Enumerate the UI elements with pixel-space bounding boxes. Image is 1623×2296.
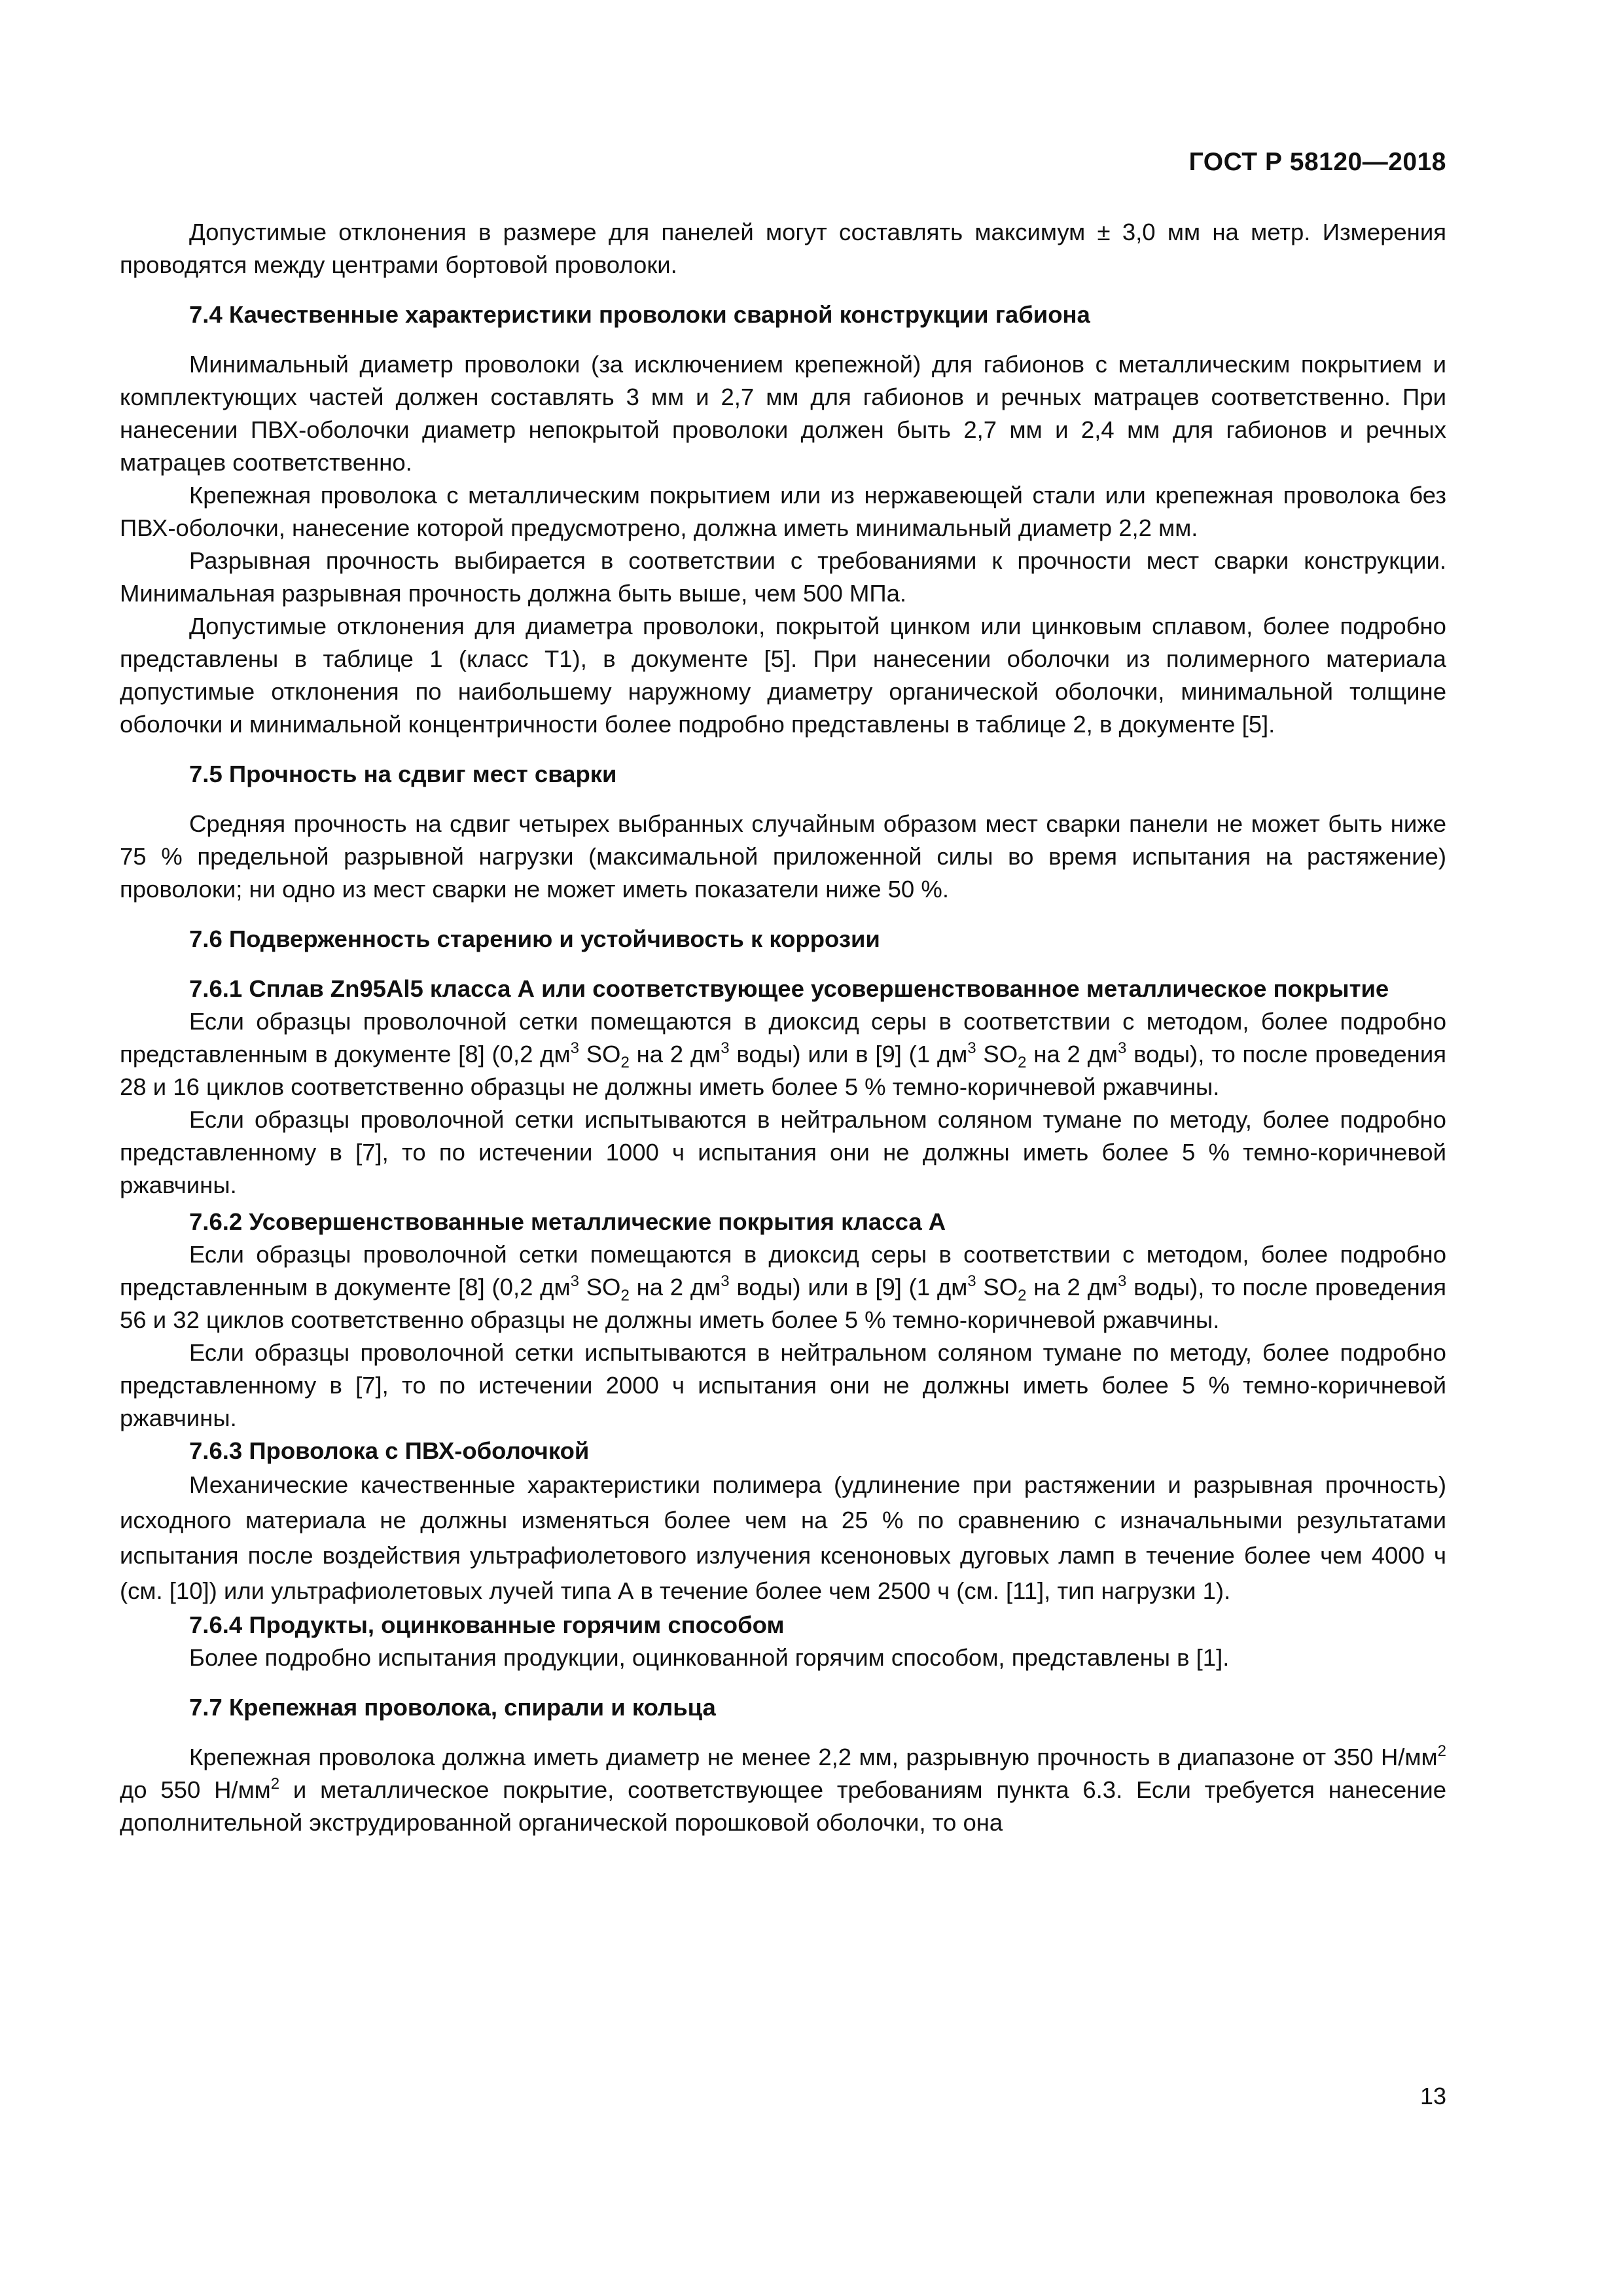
paragraph-7-6-1-1: Если образцы проволочной сетки помещаются в диоксид серы в соответствии с методом, более подробно представленным в документе [8] (0,2 $дм^3$ $SO_2$ на 2 $дм^3$ воды) или в [9] (1 $дм^3$ $SO_2$ на 2 $дм^3$ воды), то после проведения 28 и 16 циклов соответственно образцы не должны иметь более 5 % темно-коричневой ржавчины. bbox=[120, 1008, 1446, 1100]
section-7-6-title: 7.6 Подверженность старению и устойчивость к коррозии bbox=[189, 925, 880, 952]
section-7-4-title: 7.4 Качественные характеристики проволоки сварной конструкции габиона bbox=[189, 301, 1090, 328]
document-body bbox=[120, 216, 1446, 1839]
section-7-5-title: 7.5 Прочность на сдвиг мест сварки bbox=[189, 761, 617, 787]
paragraph-7-5-1: Средняя прочность на сдвиг четырех выбранных случайным образом мест сварки панели не может быть ниже 75 % предельной разрывной нагрузки (максимальной приложенной силы во время испытания на растяжение) проволоки; ни одно из мест сварки не может иметь показатели ниже 50 %. bbox=[120, 810, 1446, 903]
section-7-6-4-title: 7.6.4 Продукты, оцинкованные горячим способом bbox=[189, 1611, 785, 1638]
paragraph-7-6-1-2: Если образцы проволочной сетки испытываются в нейтральном соляном тумане по методу, более подробно представленному в [7], то по истечении 1000 ч испытания они не должны иметь более 5 % темно-коричневой ржавчины. bbox=[120, 1106, 1446, 1198]
paragraph-7-4-3: Разрывная прочность выбирается в соответствии с требованиями к прочности мест сварки конструкции. Минимальная разрывная прочность должна быть выше, чем 500 МПа. bbox=[120, 547, 1446, 607]
document-code: ГОСТ Р 58120—2018 bbox=[1188, 148, 1446, 176]
paragraph-7-6-3-1: Механические качественные характеристики полимера (удлинение при растяжении и разрывная прочность) исходного материала не должны изменяться более чем на 25 % по сравнению с изначальными результатами испытания после воздействия ультрафиолетового излучения ксеноновых дуговых ламп в течение более чем 4000 ч (см. [10]) или ультрафиолетовых лучей типа А в течение более чем 2500 ч (см. [11], тип нагрузки 1). bbox=[120, 1471, 1446, 1604]
page-number: 13 bbox=[1419, 2083, 1446, 2109]
paragraph-7-4-4: Допустимые отклонения для диаметра проволоки, покрытой цинком или цинковым сплавом, более подробно представлены в таблице 1 (класс Т1), в документе [5]. При нанесении оболочки из полимерного материала допустимые отклонения по наибольшему наружному диаметру органической оболочки, минимальной толщине оболочки и минимальной концентричности более подробно представлены в таблице 2, в документе [5]. bbox=[120, 613, 1446, 738]
paragraph-7-6-2-1: Если образцы проволочной сетки помещаются в диоксид серы в соответствии с методом, более подробно представленным в документе [8] (0,2 $дм^3$ $SO_2$ на 2 $дм^3$ воды) или в [9] (1 $дм^3$ $SO_2$ на 2 $дм^3$ воды), то после проведения 56 и 32 циклов соответственно образцы не должны иметь более 5 % темно-коричневой ржавчины. bbox=[120, 1241, 1446, 1333]
paragraph-intro: Допустимые отклонения в размере для панелей могут составлять максимум ± 3,0 мм на метр. Измерения проводятся между центрами бортовой проволоки. bbox=[120, 219, 1446, 278]
section-7-6-3-title: 7.6.3 Проволока с ПВХ-оболочкой bbox=[189, 1437, 590, 1464]
paragraph-7-4-1: Минимальный диаметр проволоки (за исключением крепежной) для габионов с металлическим покрытием и комплектующих частей должен составлять 3 мм и 2,7 мм для габионов и речных матрацев соответственно. При нанесении ПВХ-оболочки диаметр непокрытой проволоки должен быть 2,7 мм и 2,4 мм для габионов и речных матрацев соответственно. bbox=[120, 351, 1446, 476]
paragraph-7-6-2-2: Если образцы проволочной сетки испытываются в нейтральном соляном тумане по методу, более подробно представленному в [7], то по истечении 2000 ч испытания они не должны иметь более 5 % темно-коричневой ржавчины. bbox=[120, 1339, 1446, 1431]
paragraph-7-7-1: Крепежная проволока должна иметь диаметр не менее 2,2 мм, разрывную прочность в диапазоне от 350 $Н/мм^2$ до 550 $Н/мм^2$ и металлическое покрытие, соответствующее требованиям пункта 6.3. Если требуется нанесение дополнительной экструдированной органической порошковой оболочки, то она bbox=[120, 1742, 1447, 1836]
section-7-7-title: 7.7 Крепежная проволока, спирали и кольца bbox=[189, 1694, 716, 1721]
paragraph-7-6-4-1: Более подробно испытания продукции, оцинкованной горячим способом, представлены в [1]. bbox=[189, 1644, 1230, 1671]
paragraph-7-4-2: Крепежная проволока с металлическим покрытием или из нержавеющей стали или крепежная проволока без ПВХ-оболочки, нанесение которой предусмотрено, должна иметь минимальный диаметр 2,2 мм. bbox=[120, 482, 1446, 541]
section-7-6-2-title: 7.6.2 Усовершенствованные металлические покрытия класса А bbox=[189, 1208, 946, 1235]
section-7-6-1-title: 7.6.1 Сплав Zn95Al5 класса А или соответствующее усовершенствованное металлическое покрытие bbox=[189, 975, 1389, 1002]
